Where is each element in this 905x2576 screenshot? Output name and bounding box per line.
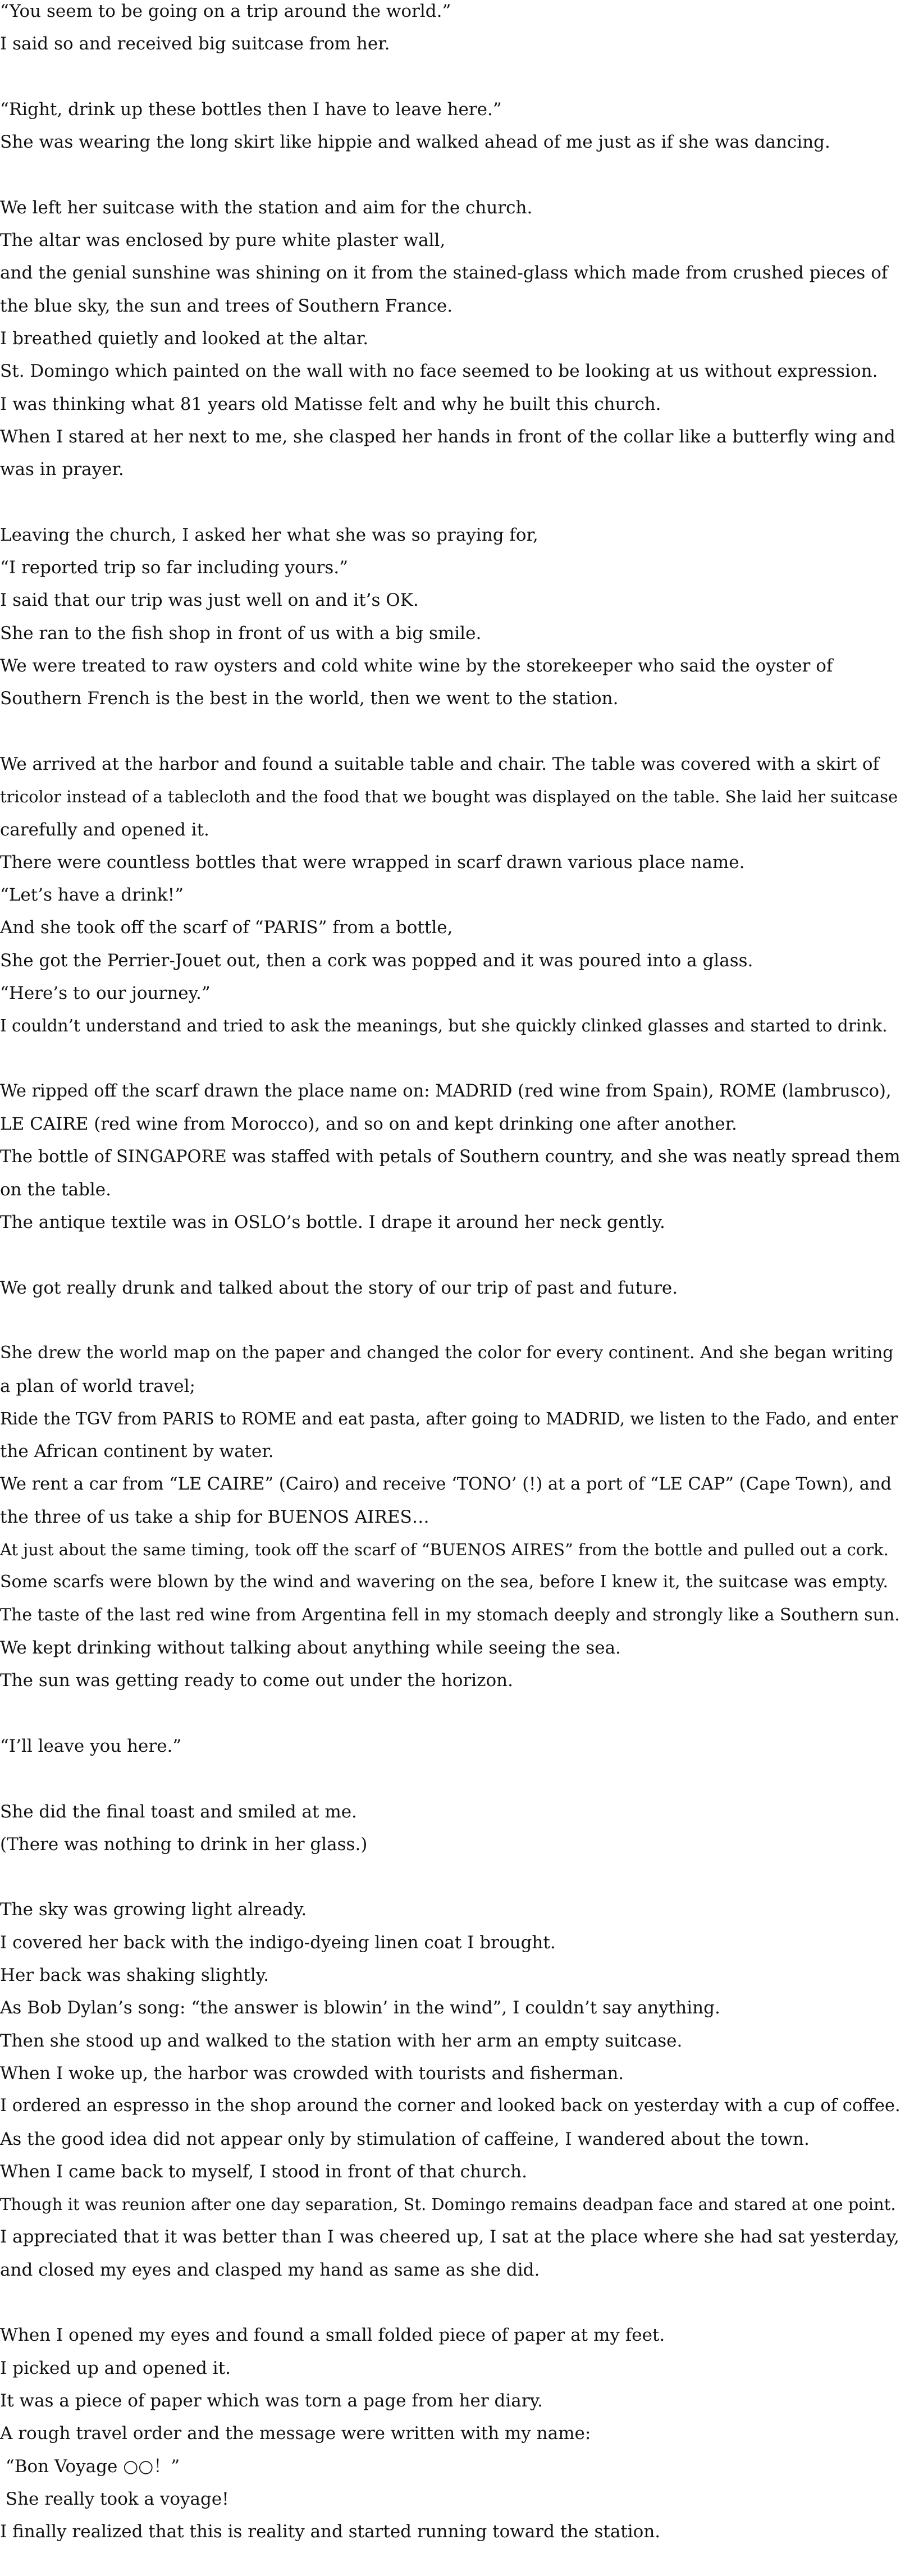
story-line: I appreciated that it was better than I was cheered up, I sat at the place where she had sat yesterday,: [0, 2227, 899, 2247]
story-line: The bottle of SINGAPORE was staffed with petals of Southern country, and she was neatly spread them: [0, 1147, 901, 1167]
story-line: The taste of the last red wine from Argentina fell in my stomach deeply and strongly like a Southern sun.: [0, 1605, 900, 1625]
story-line: The altar was enclosed by pure white plaster wall,: [0, 230, 446, 250]
story-line: She got the Perrier-Jouet out, then a cork was popped and it was poured into a glass.: [0, 951, 753, 971]
story-line: We ripped off the scarf drawn the place name on: MADRID (red wine from Spain), ROME (lambrusco),: [0, 1081, 892, 1101]
story-line: and the genial sunshine was shining on it from the stained-glass which made from crushed pieces of: [0, 263, 888, 283]
story-line: “I reported trip so far including yours.”: [0, 558, 348, 578]
story-line: There were countless bottles that were wrapped in scarf drawn various place name.: [0, 852, 745, 873]
story-line: tricolor instead of a tablecloth and the food that we bought was displayed on the table. She laid her suitcase: [0, 787, 898, 806]
story-line: a plan of world travel;: [0, 1376, 195, 1396]
story-line: the blue sky, the sun and trees of Southern France.: [0, 296, 453, 316]
story-line: She did the final toast and smiled at me.: [0, 1802, 357, 1822]
story-line: We rent a car from “LE CAIRE” (Cairo) and receive ‘TONO’ (!) at a port of “LE CAP” (Cape Town), and: [0, 1474, 892, 1494]
story-line: As the good idea did not appear only by stimulation of caffeine, I wandered about the town.: [0, 2129, 810, 2149]
story-line: Ride the TGV from PARIS to ROME and eat pasta, after going to MADRID, we listen to the Fado, and enter: [0, 1409, 898, 1428]
story-line: Her back was shaking slightly.: [0, 1965, 269, 1985]
story-line: LE CAIRE (red wine from Morocco), and so on and kept drinking one after another.: [0, 1114, 737, 1134]
story-line: And she took off the scarf of “PARIS” from a bottle,: [0, 917, 453, 938]
story-line: I ordered an espresso in the shop around the corner and looked back on yesterday with a cup of coffee.: [0, 2096, 901, 2116]
story-line: The sky was growing light already.: [0, 1899, 307, 1920]
story-line: When I came back to myself, I stood in front of that church.: [0, 2162, 527, 2182]
story-line: I said that our trip was just well on and it’s OK.: [0, 590, 419, 610]
story-line: We were treated to raw oysters and cold white wine by the storekeeper who said the oyster of: [0, 656, 833, 676]
story-line: was in prayer.: [0, 459, 124, 479]
story-line: carefully and opened it.: [0, 820, 209, 840]
story-line: She ran to the fish shop in front of us with a big smile.: [0, 623, 482, 643]
story-line: Though it was reunion after one day separation, St. Domingo remains deadpan face and stared at one point.: [0, 2195, 896, 2214]
story-line: and closed my eyes and clasped my hand as same as she did.: [0, 2260, 540, 2280]
story-line: She was wearing the long skirt like hippie and walked ahead of me just as if she was dancing.: [0, 132, 830, 152]
story-line: When I woke up, the harbor was crowded with tourists and fisherman.: [0, 2063, 624, 2084]
story-line: A rough travel order and the message were written with my name:: [0, 2423, 591, 2443]
story-line: I covered her back with the indigo-dyeing linen coat I brought.: [0, 1933, 556, 1953]
story-line: When I stared at her next to me, she clasped her hands in front of the collar like a butterfly wing and: [0, 427, 895, 447]
story-line: At just about the same timing, took off the scarf of “BUENOS AIRES” from the bottle and pulled out a cork.: [0, 1540, 889, 1559]
story-line: Some scarfs were blown by the wind and wavering on the sea, before I knew it, the suitcase was empty.: [0, 1572, 889, 1592]
story-line: “Right, drink up these bottles then I have to leave here.”: [0, 99, 502, 120]
story-line: “Bon Voyage ○○！”: [0, 2456, 180, 2477]
story-line: I couldn’t understand and tried to ask the meanings, but she quickly clinked glasses and started to drink.: [0, 1016, 888, 1035]
story-line: I breathed quietly and looked at the altar.: [0, 328, 369, 349]
story-line: We kept drinking without talking about anything while seeing the sea.: [0, 1638, 621, 1658]
story-line: I finally realized that this is reality and started running toward the station.: [0, 2522, 661, 2542]
story-line: I said so and received big suitcase from her.: [0, 34, 390, 54]
story-line: on the table.: [0, 1180, 112, 1200]
story-line: As Bob Dylan’s song: “the answer is blowin’ in the wind”, I couldn’t say anything.: [0, 1998, 720, 2018]
story-line: The sun was getting ready to come out under the horizon.: [0, 1670, 513, 1691]
story-line: Then she stood up and walked to the station with her arm an empty suitcase.: [0, 2031, 683, 2051]
story-line: We got really drunk and talked about the story of our trip of past and future.: [0, 1278, 678, 1298]
story-line: the African continent by water.: [0, 1441, 274, 1461]
story-line: “You seem to be going on a trip around the world.”: [0, 1, 451, 21]
story-line: Southern French is the best in the world, then we went to the station.: [0, 688, 619, 709]
story-line: I was thinking what 81 years old Matisse felt and why he built this church.: [0, 394, 661, 414]
story-line: It was a piece of paper which was torn a page from her diary.: [0, 2391, 543, 2411]
story-line: the three of us take a ship for BUENOS AIRES…: [0, 1507, 429, 1527]
story-line: We arrived at the harbor and found a suitable table and chair. The table was covered with a skirt of: [0, 754, 880, 774]
story-line: “Let’s have a drink!”: [0, 885, 184, 905]
story-line: “Here’s to our journey.”: [0, 983, 211, 1003]
story-line: Leaving the church, I asked her what she was so praying for,: [0, 525, 538, 545]
story-line: St. Domingo which painted on the wall with no face seemed to be looking at us without expression.: [0, 361, 878, 381]
story-line: She really took a voyage!: [0, 2489, 229, 2509]
story-line: The antique textile was in OSLO’s bottle. I drape it around her neck gently.: [0, 1212, 665, 1232]
story-line: When I opened my eyes and found a small folded piece of paper at my feet.: [0, 2325, 665, 2345]
story-line: I picked up and opened it.: [0, 2358, 231, 2378]
story-line: She drew the world map on the paper and changed the color for every continent. And she began writing: [0, 1343, 894, 1363]
story-line: (There was nothing to drink in her glass.): [0, 1834, 368, 1855]
story-line: “I’ll leave you here.”: [0, 1736, 182, 1756]
story-line: We left her suitcase with the station and aim for the church.: [0, 198, 533, 218]
